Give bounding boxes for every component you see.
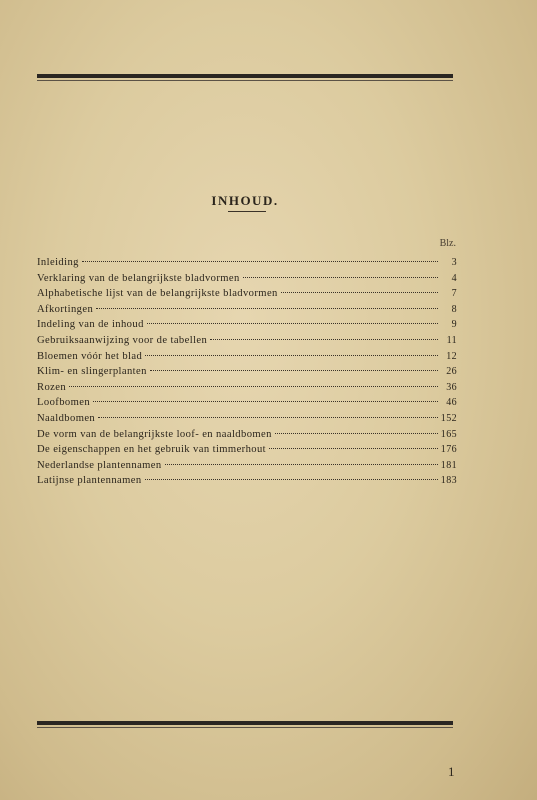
toc-entry-label: Afkortingen <box>37 303 94 315</box>
toc-entry-page: 181 <box>440 459 457 471</box>
toc-entry <box>37 335 457 351</box>
toc-entry-label: Nederlandse plantennamen <box>37 459 162 471</box>
toc-entry-page: 176 <box>440 444 457 456</box>
toc-entry-page: 9 <box>451 319 457 331</box>
dot-leader <box>210 339 438 340</box>
title-underline <box>228 211 266 212</box>
dot-leader <box>150 370 438 371</box>
toc-entry <box>37 429 457 445</box>
toc-entry-page: 11 <box>446 334 457 346</box>
toc-entry-page: 3 <box>451 257 457 268</box>
toc-entry <box>37 366 457 382</box>
toc-entry-page: 36 <box>446 381 457 393</box>
toc-entry-label: Naaldbomen <box>37 412 96 424</box>
dot-leader <box>147 323 438 324</box>
toc-entry <box>37 413 457 429</box>
toc-entry-page: 152 <box>440 412 457 424</box>
table-of-contents <box>37 257 457 491</box>
toc-entry <box>37 273 457 289</box>
toc-entry <box>37 460 457 476</box>
toc-entry-page: 46 <box>446 397 457 409</box>
toc-entry-page: 12 <box>446 350 457 362</box>
toc-entry-page: 7 <box>451 288 457 300</box>
dot-leader <box>145 479 438 480</box>
toc-entry <box>37 444 457 460</box>
bottom-rule <box>37 721 453 725</box>
toc-entry-label: Indeling van de inhoud <box>37 319 144 331</box>
toc-entry-page: 183 <box>440 475 457 487</box>
toc-entry-label: De vorm van de belangrijkste loof- en naaldbomen <box>37 428 272 440</box>
page-column-header: Blz. <box>439 238 456 249</box>
dot-leader <box>93 401 438 402</box>
toc-entry <box>37 397 457 413</box>
toc-entry <box>37 257 457 273</box>
toc-entry-label: Rozen <box>37 381 67 393</box>
toc-entry <box>37 382 457 398</box>
dot-leader <box>69 386 438 387</box>
dot-leader <box>145 355 438 356</box>
toc-entry-label: Bloemen vóór het blad <box>37 350 143 362</box>
toc-entry <box>37 319 457 335</box>
toc-entry-label: Loofbomen <box>37 397 91 409</box>
toc-entry-label: Latijnse plantennamen <box>37 475 142 487</box>
toc-entry-label: De eigenschappen en het gebruik van timmerhout <box>37 444 267 456</box>
toc-entry-label: Gebruiksaanwijzing voor de tabellen <box>37 334 208 346</box>
page-title: INHOUD. <box>211 193 279 208</box>
toc-entry <box>37 351 457 367</box>
toc-entry-page: 165 <box>440 428 457 440</box>
dot-leader <box>281 292 438 293</box>
toc-entry-label: Verklaring van de belangrijkste bladvormen <box>37 272 240 284</box>
dot-leader <box>243 277 438 278</box>
dot-leader <box>165 464 438 465</box>
dot-leader <box>96 308 438 309</box>
dot-leader <box>275 433 438 434</box>
toc-entry-page: 8 <box>451 303 457 315</box>
toc-entry <box>37 304 457 320</box>
dot-leader <box>98 417 438 418</box>
toc-entry-label: Klim- en slingerplanten <box>37 366 147 378</box>
toc-entry-page: 26 <box>446 366 457 378</box>
toc-entry <box>37 475 457 491</box>
toc-entry-page: 4 <box>451 272 457 284</box>
dot-leader <box>82 261 438 262</box>
toc-entry-label: Inleiding <box>37 257 79 268</box>
toc-entry-label: Alphabetische lijst van de belangrijkste bladvormen <box>37 288 278 300</box>
top-rule <box>37 74 453 78</box>
dot-leader <box>269 448 438 449</box>
toc-entry <box>37 288 457 304</box>
page-number: 1 <box>448 764 455 779</box>
